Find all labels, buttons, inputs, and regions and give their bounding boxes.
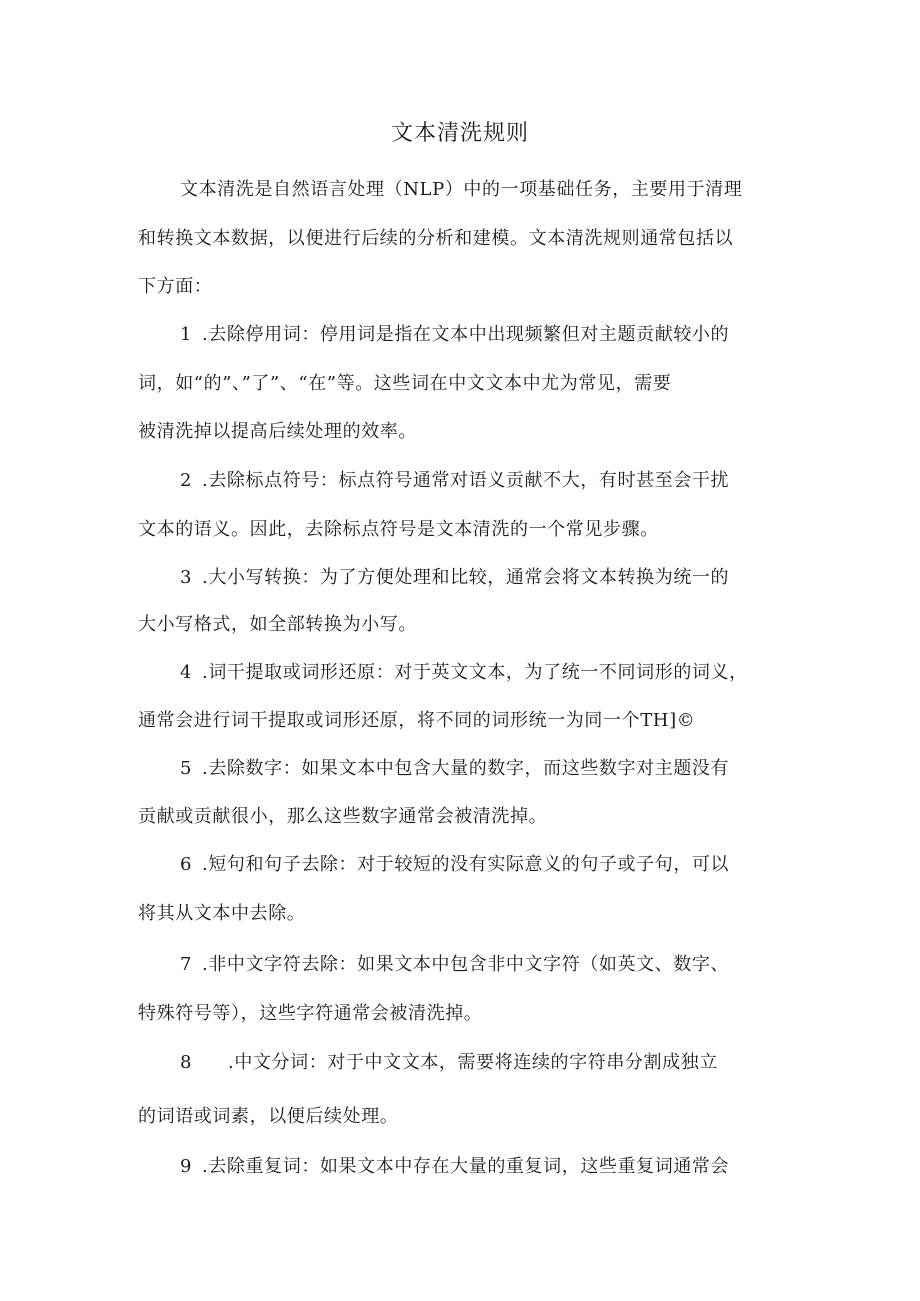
item-5-text: .去除数字：如果文本中包含大量的数字，而这些数字对主题没有: [202, 758, 730, 779]
item-1-number: 1: [180, 324, 193, 345]
item-9-line-1: [180, 1154, 729, 1180]
document-title: 文本清洗规则: [390, 121, 529, 146]
item-2-line-1: [180, 468, 729, 494]
item-5-line-1: [180, 756, 729, 782]
item-4-number: 4: [180, 662, 193, 683]
item-1-line-2: 词，如“的”、”了”、“在”等。这些词在中文文本中尤为常见，需要: [138, 373, 672, 394]
item-6-line-1: [180, 852, 729, 878]
item-3-line-1: [180, 565, 729, 591]
intro-line-2: 和转换文本数据，以便进行后续的分析和建模。文本清洗规则通常包括以: [138, 228, 734, 249]
item-9-number: 9: [180, 1156, 193, 1177]
item-4-line-2: 通常会进行词干提取或词形还原，将不同的词形统一为同一个TH]©: [138, 710, 696, 731]
intro-line-1: 文本清洗是自然语言处理（NLP）中的一项基础任务，主要用于清理: [180, 179, 743, 200]
item-4-text: .词干提取或词形还原：对于英文文本，为了统一不同词形的词义，: [202, 662, 748, 683]
item-7-line-2: 特殊符号等），这些字符通常会被清洗掉。: [138, 1003, 483, 1024]
item-6-line-2: 将其从文本中去除。: [138, 903, 306, 924]
item-6-number: 6: [180, 854, 193, 875]
item-7-number: 7: [180, 954, 193, 975]
item-5-line-2: 贡献或贡献很小，那么这些数字通常会被清洗掉。: [138, 806, 548, 827]
item-2-text: .去除标点符号：标点符号通常对语义贡献不大，有时甚至会干扰: [202, 470, 730, 491]
item-9-text: .去除重复词：如果文本中存在大量的重复词，这些重复词通常会: [202, 1156, 730, 1177]
item-8-number: 8: [180, 1052, 193, 1073]
item-3-line-2: 大小写格式，如全部转换为小写。: [138, 614, 417, 635]
item-5-number: 5: [180, 758, 193, 779]
item-2-line-2: 文本的语义。因此，去除标点符号是文本清洗的一个常见步骤。: [138, 519, 659, 540]
item-3-number: 3: [180, 567, 193, 588]
item-6-text: .短句和句子去除：对于较短的没有实际意义的句子或子句，可以: [202, 854, 730, 875]
item-8-text: .中文分词：对于中文文本，需要将连续的字符串分割成独立: [228, 1052, 718, 1073]
item-4-line-1: [180, 660, 748, 686]
intro-line-3: 下方面：: [138, 276, 213, 297]
item-3-text: .大小写转换：为了方便处理和比较，通常会将文本转换为统一的: [202, 567, 730, 588]
item-7-text: .非中文字符去除：如果文本中包含非中文字符（如英文、数字、: [202, 954, 730, 975]
item-7-line-1: [180, 952, 729, 978]
item-8-line-1: [180, 1050, 718, 1076]
item-1-text: .去除停用词：停用词是指在文本中出现频繁但对主题贡献较小的: [202, 324, 730, 345]
item-1-line-1: [180, 322, 729, 348]
item-2-number: 2: [180, 470, 193, 491]
item-1-line-3: 被清洗掉以提高后续处理的效率。: [138, 421, 417, 442]
item-8-line-2: 的词语或词素，以便后续处理。: [138, 1106, 399, 1127]
